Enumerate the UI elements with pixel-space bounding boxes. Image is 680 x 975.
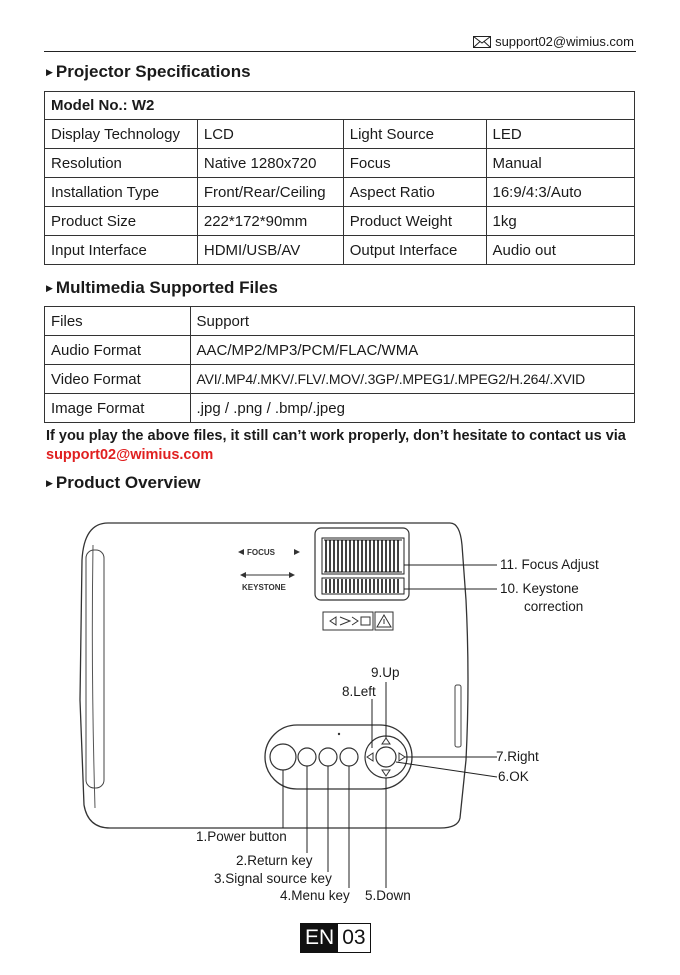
callout-signal: 3.Signal source key [214,871,332,886]
bullet-triangle-icon: ▶ [46,66,53,77]
callout-menu: 4.Menu key [280,888,350,903]
spec-value: 222*172*90mm [197,207,343,236]
file-support: AAC/MP2/MP3/PCM/FLAC/WMA [190,336,634,365]
spec-label: Light Source [343,120,486,149]
menu-key-shape [340,748,358,766]
spec-label: Focus [343,149,486,178]
spec-value: 1kg [486,207,635,236]
file-support: Support [190,307,634,336]
callout-keystone: 10. Keystone [500,581,579,596]
overview-title: ▶ Product Overview [46,473,201,492]
file-type: Audio Format [45,336,191,365]
keystone-device-label: KEYSTONE [242,583,286,592]
return-key-shape [298,748,316,766]
callout-ok: 6.OK [498,769,529,784]
bullet-triangle-icon: ▶ [46,477,53,488]
ok-key-shape [376,747,396,767]
spec-value: Manual [486,149,635,178]
specs-title: ▶ Projector Specifications [46,62,251,81]
spec-label: Aspect Ratio [343,178,486,207]
callout-left: 8.Left [342,684,376,699]
spec-value: 16:9/4:3/Auto [486,178,635,207]
spec-value: HDMI/USB/AV [197,236,343,265]
page-number: 03 [342,926,366,949]
bullet-triangle-icon: ▶ [46,282,53,293]
support-note: If you play the above files, it still can’t work properly, don’t hesitate to contact us via support02@wimius.com [46,428,626,463]
spec-label: Output Interface [343,236,486,265]
page-number-badge [300,923,371,953]
callout-right: 7.Right [496,749,539,764]
spec-value: Native 1280x720 [197,149,343,178]
callout-down: 5.Down [365,888,411,903]
spec-label: Display Technology [45,120,198,149]
file-type: Image Format [45,394,191,423]
spec-label: Product Size [45,207,198,236]
support-email-link[interactable]: support02@wimius.com [46,447,214,463]
spec-value: LED [486,120,635,149]
language-tag: EN [301,924,338,952]
spec-label: Product Weight [343,207,486,236]
keystone-wheel [322,578,404,594]
spec-label: Input Interface [45,236,198,265]
callout-keystone-2: correction [524,599,584,614]
file-type: Files [45,307,191,336]
file-support: AVI/.MP4/.MKV/.FLV/.MOV/.3GP/.MPEG1/.MPEG2/H.264/.XVID [190,365,634,394]
spec-value: Front/Rear/Ceiling [197,178,343,207]
file-support: .jpg / .png / .bmp/.jpeg [190,394,634,423]
header-email-text: support02@wimius.com [495,34,634,49]
multimedia-title: ▶ Multimedia Supported Files [46,278,278,297]
model-number: Model No.: W2 [45,92,635,120]
warning-sticker [323,612,393,630]
callout-up: 9.Up [371,665,400,680]
power-button-shape [270,744,296,770]
spec-value: LCD [197,120,343,149]
spec-label: Installation Type [45,178,198,207]
spec-value: Audio out [486,236,635,265]
signal-key-shape [319,748,337,766]
spec-label: Resolution [45,149,198,178]
projector-body [80,523,468,828]
callout-power: 1.Power button [196,829,287,844]
file-type: Video Format [45,365,191,394]
callout-focus-adjust: 11. Focus Adjust [500,557,599,572]
callout-return: 2.Return key [236,853,313,868]
focus-device-label: FOCUS [247,548,275,557]
